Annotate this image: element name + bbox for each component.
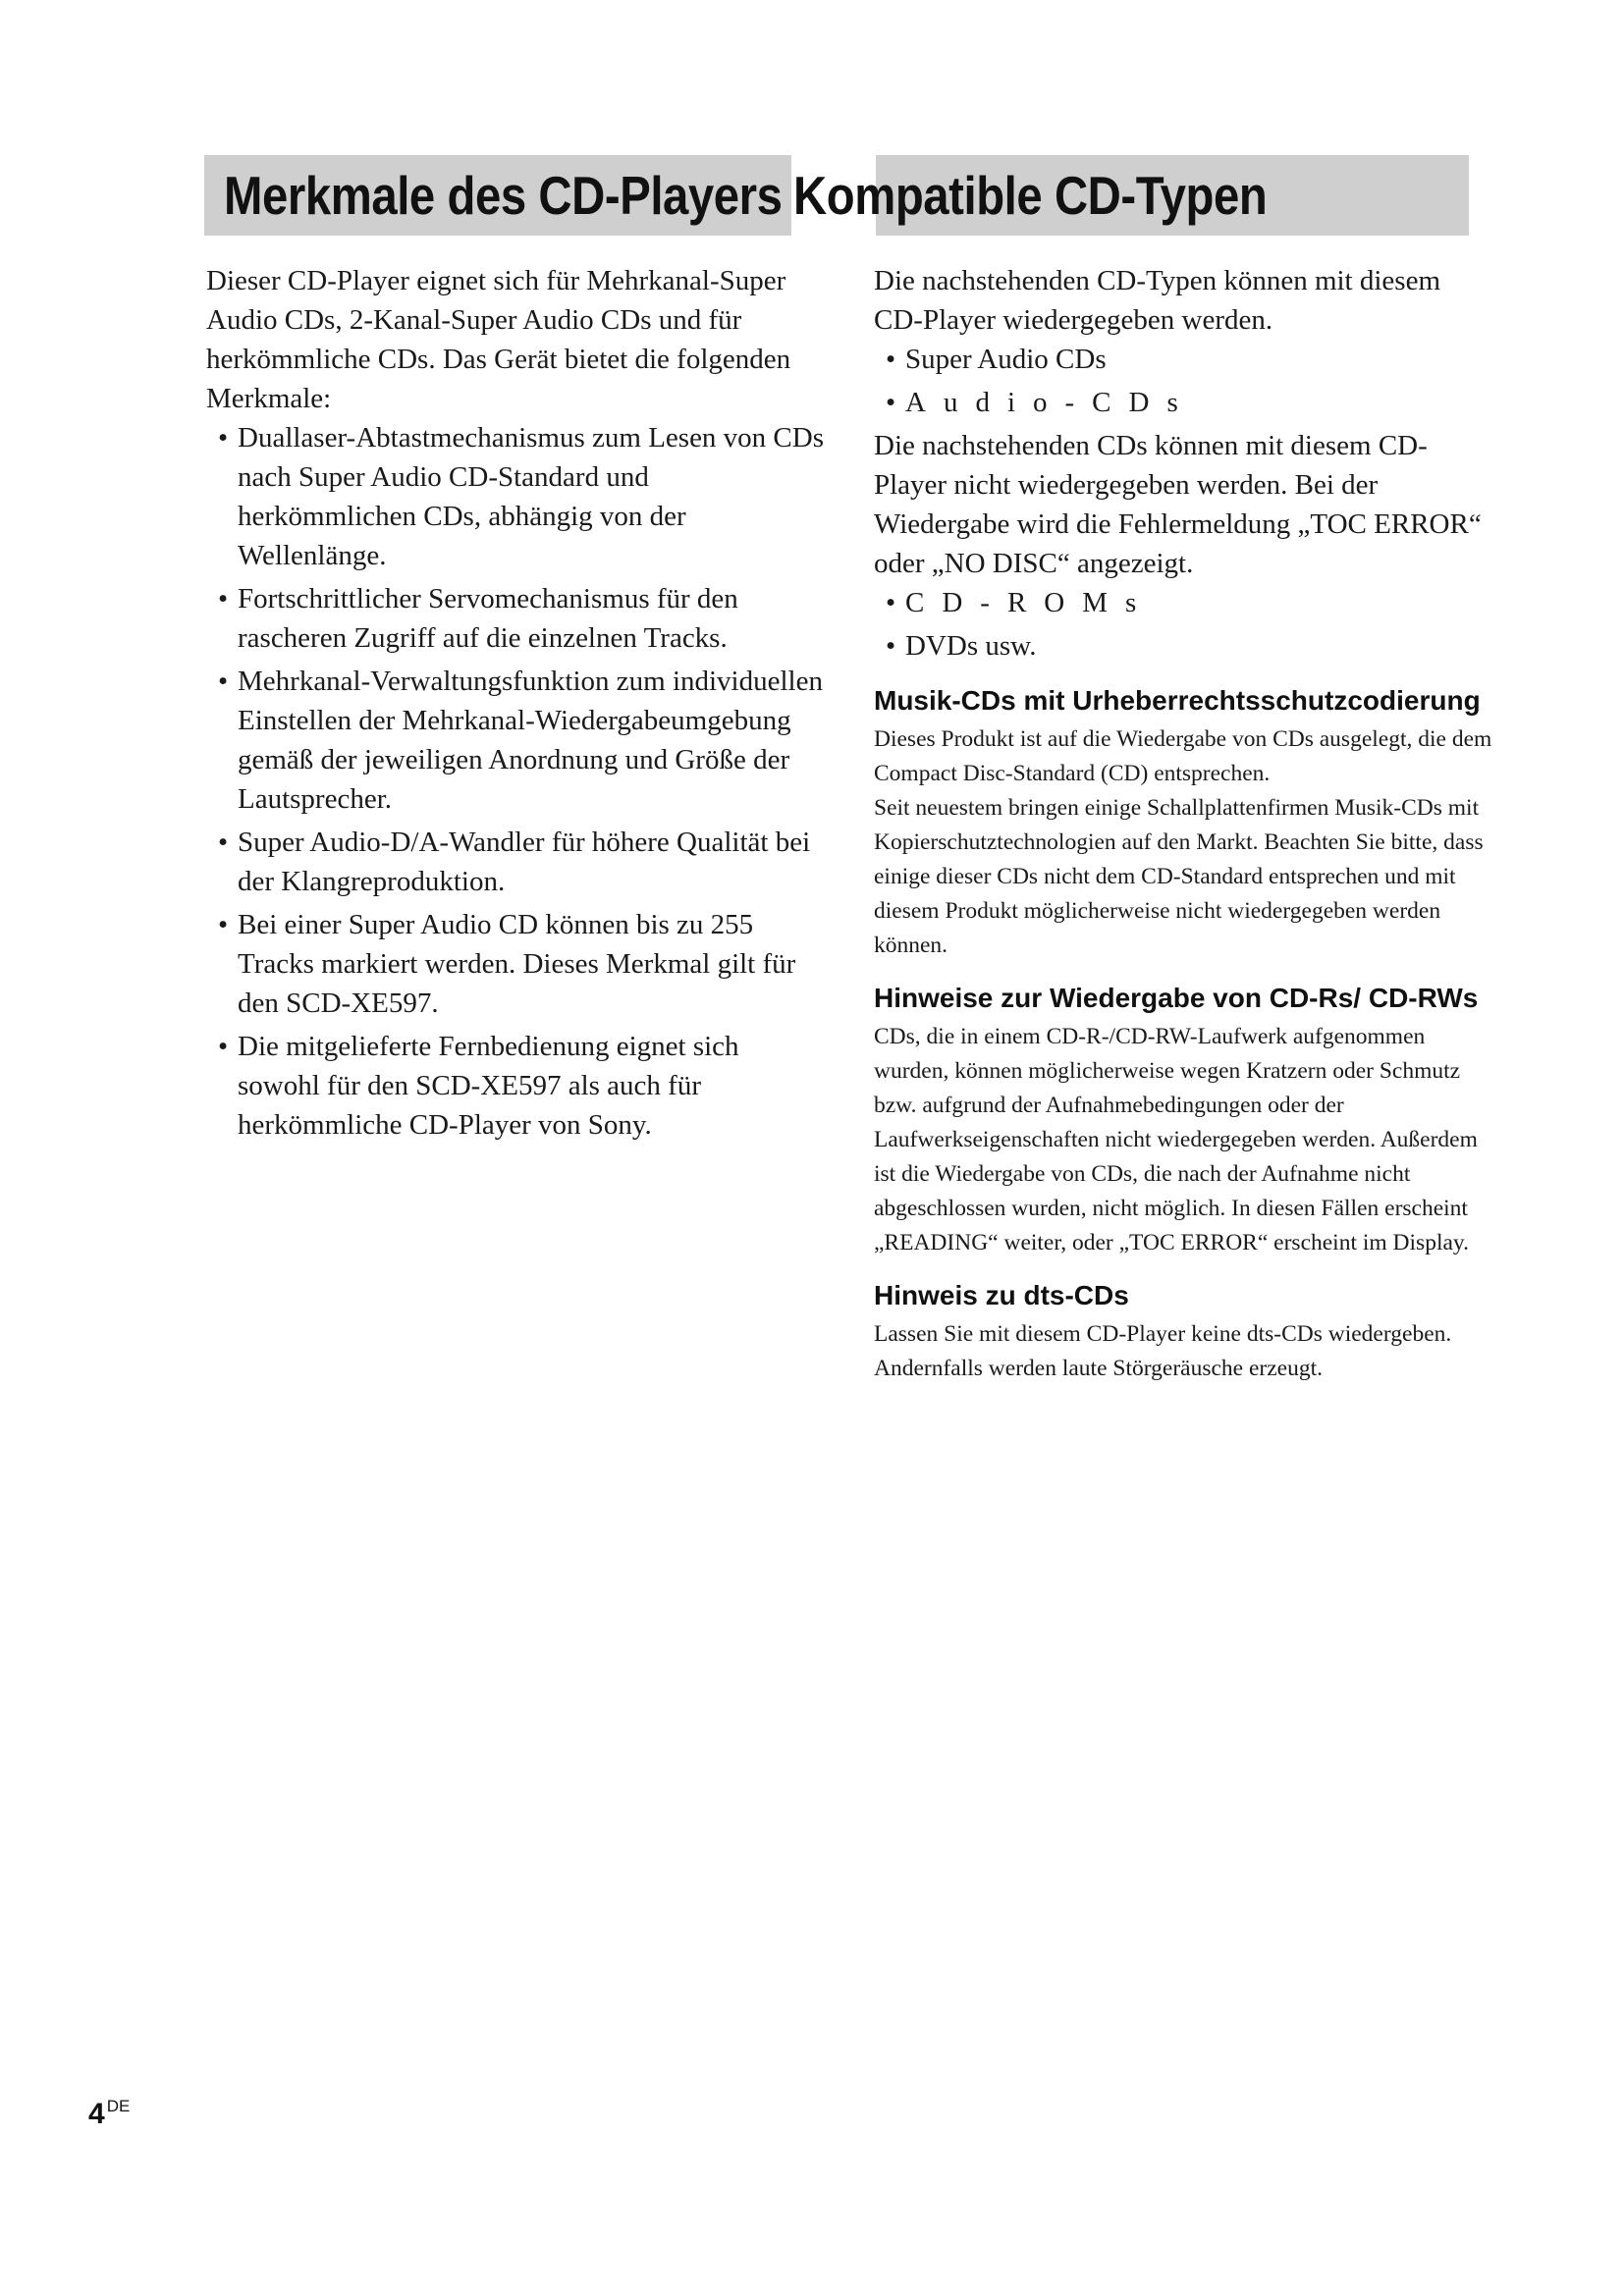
incompatible-list <box>874 583 1492 666</box>
page-number <box>88 2097 130 2131</box>
dts-paragraph: Lassen Sie mit diesem CD-Player keine dts-CDs wiedergeben. Andernfalls werden laute Störgeräusche erzeugt. <box>874 1321 1452 1381</box>
incompatible-item: •CD-ROMs <box>886 587 1155 618</box>
feature-item: • Fortschrittlicher Servomechanismus für den rascheren Zugriff auf die einzelnen Tracks. <box>218 583 738 654</box>
subheading-cdr-cdrw: Hinweise zur Wiedergabe von CD-Rs/ CD-RWs <box>874 983 1479 1013</box>
section-title-features: Merkmale des CD-Players <box>224 165 783 226</box>
feature-item: • Mehrkanal-Verwaltungsfunktion zum individuellen Einstellen der Mehrkanal-Wiedergabeumgebung gemäß der jeweiligen Anordnung und Größe der Lautsprecher. <box>218 666 823 815</box>
copy-protection-paragraph: Dieses Produkt ist auf die Wiedergabe von CDs ausgelegt, die dem Compact Disc-Standard (CD) entsprechen. <box>874 726 1492 786</box>
features-intro: Dieser CD-Player eignet sich für Mehrkanal-Super Audio CDs, 2-Kanal-Super Audio CDs und für herkömmliche CDs. Das Gerät bietet die folgenden Merkmale: <box>206 265 791 414</box>
compatible-intro: Die nachstehenden CD-Typen können mit diesem CD-Player wiedergegeben werden. <box>874 265 1441 336</box>
language-code: DE <box>106 2097 131 2115</box>
feature-item: • Die mitgelieferte Fernbedienung eignet sich sowohl für den SCD-XE597 als auch für herkömmliche CD-Player von Sony. <box>218 1031 739 1141</box>
compatible-item: • Super Audio CDs <box>886 344 1107 375</box>
section-title-compatible: Kompatible CD-Typen <box>793 165 1268 226</box>
left-column <box>206 261 825 1148</box>
page-number-value: 4 <box>88 2098 105 2130</box>
cdr-cdrw-paragraph: CDs, die in einem CD-R-/CD-RW-Laufwerk aufgenommen wurden, können möglicherweise wegen Kratzern oder Schmutz bzw. aufgrund der Aufnahmebedingungen oder der Laufwerkseigenschaften nicht wiedergegeben werden. Außerdem ist die Wiedergabe von CDs, die nach der Aufnahme nicht abgeschlossen wurden, nicht möglich. In diesen Fällen erscheint „READING“ weiter, oder „TOC ERROR“ erscheint im Display. <box>874 1024 1478 1255</box>
incompatible-item: • DVDs usw. <box>886 630 1037 662</box>
copy-protection-paragraph: Seit neuestem bringen einige Schallplattenfirmen Musik-CDs mit Kopierschutztechnologien auf den Markt. Beachten Sie bitte, dass einige dieser CDs nicht dem CD-Standard entsprechen und mit diesem Produkt möglicherweise nicht wiedergegeben werden können. <box>874 795 1484 958</box>
subheading-copy-protection: Musik-CDs mit Urheberrechtsschutzcodierung <box>874 685 1481 716</box>
not-playable-text: Die nachstehenden CDs können mit diesem CD-Player nicht wiedergegeben werden. Bei der Wiedergabe wird die Fehlermeldung „TOC ERROR“ oder „NO DISC“ angezeigt. <box>874 430 1482 579</box>
features-list <box>206 418 825 1145</box>
feature-item: • Duallaser-Abtastmechanismus zum Lesen von CDs nach Super Audio CD-Standard und herkömmlichen CDs, abhängig von der Wellenlänge. <box>218 422 825 571</box>
compatible-list <box>874 340 1492 422</box>
compatible-item: •Audio-CDs <box>886 387 1196 418</box>
feature-item: • Super Audio-D/A-Wandler für höhere Qualität bei der Klangreproduktion. <box>218 827 811 897</box>
right-column <box>874 261 1492 1386</box>
subheading-dts: Hinweis zu dts-CDs <box>874 1280 1129 1310</box>
feature-item: • Bei einer Super Audio CD können bis zu 255 Tracks markiert werden. Dieses Merkmal gilt für den SCD-XE597. <box>218 909 796 1019</box>
